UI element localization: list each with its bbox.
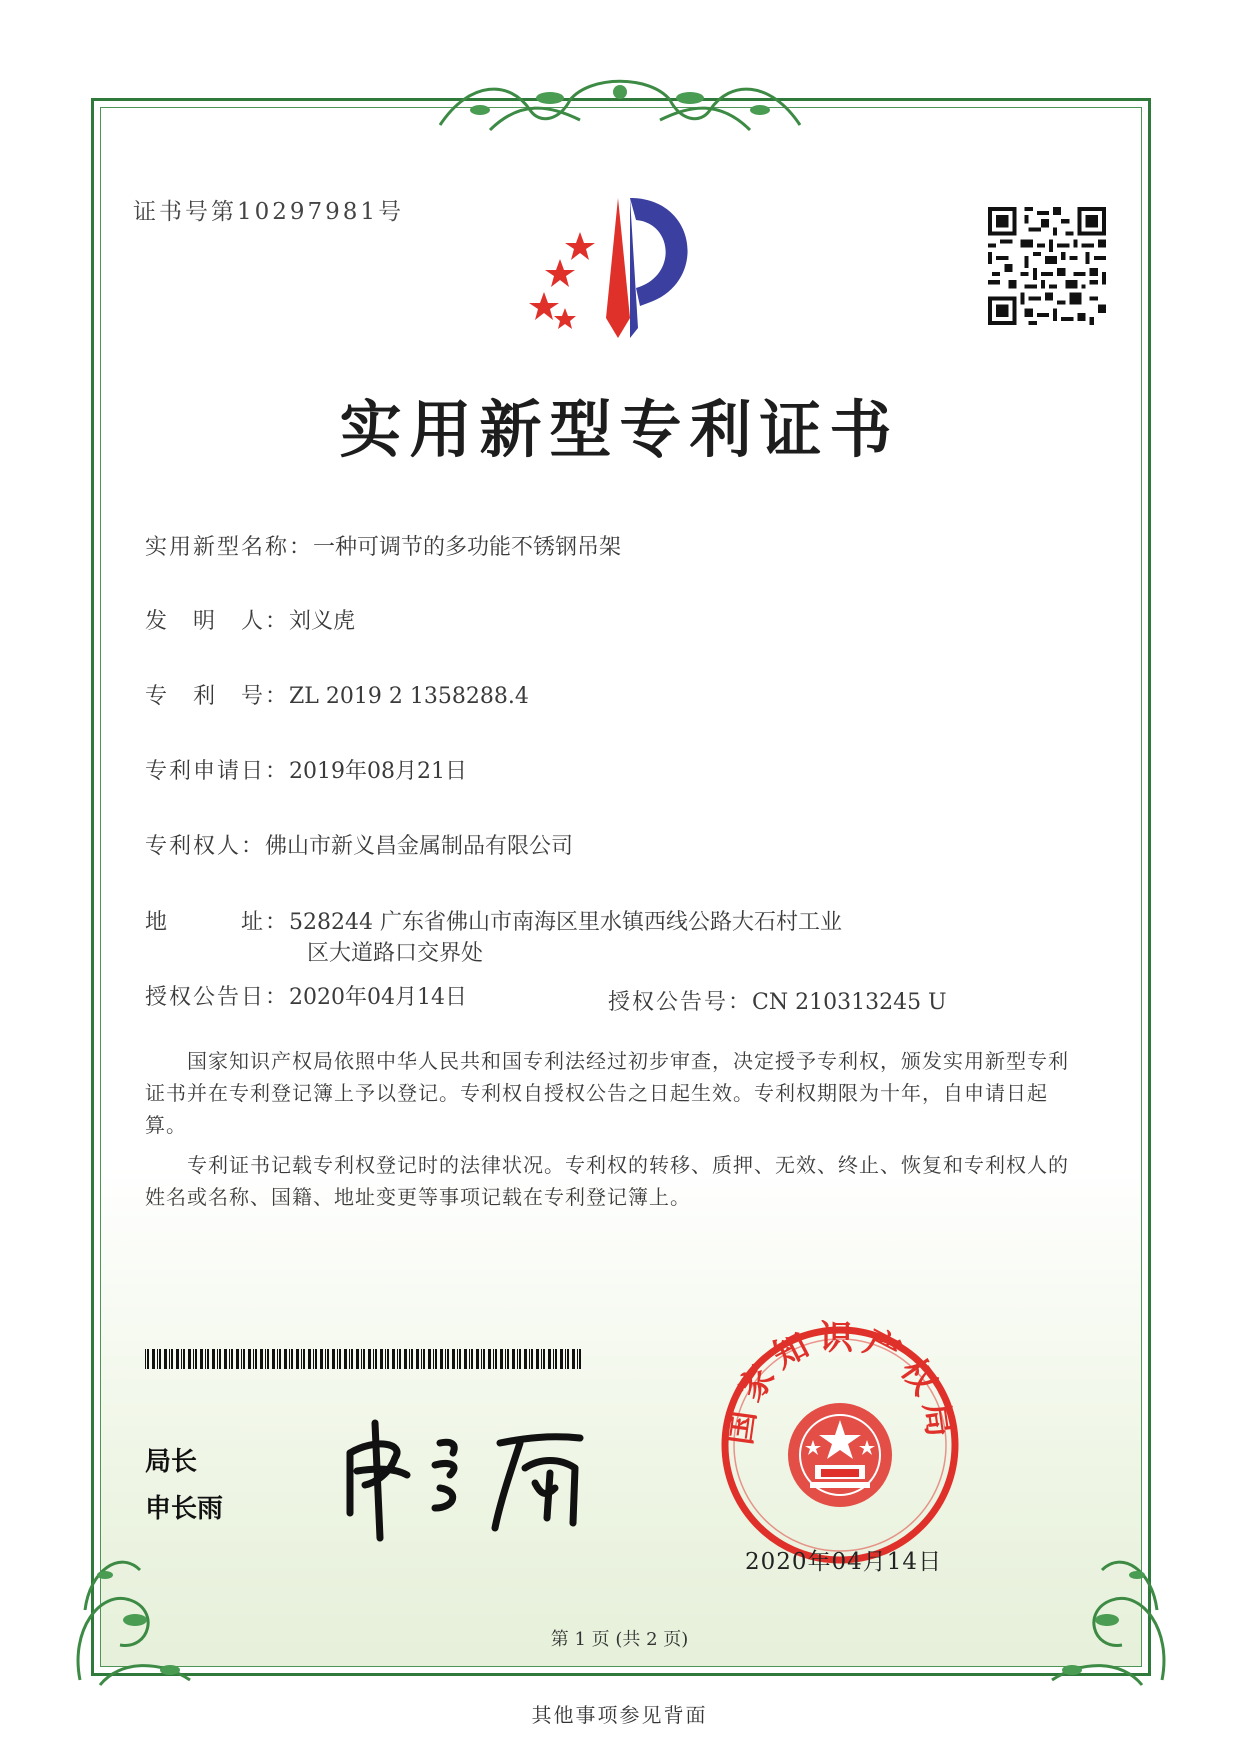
address-label: 地 址：: [145, 910, 290, 935]
back-note: 其他事项参见背面: [531, 1703, 708, 1727]
page-number: 第 1 页 (共 2 页): [550, 1629, 689, 1650]
patent-number-label: 专 利 号：: [145, 684, 290, 709]
certificate-inner-border: [100, 107, 1142, 1667]
patentee-value: 佛山市新义昌金属制品有限公司: [265, 834, 574, 859]
top-ornament-icon: [430, 70, 810, 140]
certificate-title: 实用新型专利证书: [339, 393, 900, 466]
address-row: [145, 905, 842, 936]
inventor-row: [145, 604, 355, 635]
filing-date-row: [145, 754, 467, 785]
utility-model-name-value: 一种可调节的多功能不锈钢吊架: [313, 535, 622, 560]
cnipa-logo-icon: [528, 188, 718, 338]
grant-number-row: [608, 985, 947, 1016]
handwritten-signature-icon: [335, 1413, 605, 1543]
inventor-value: 刘义虎: [289, 609, 356, 634]
grant-date-row: [145, 980, 467, 1011]
grant-number-label: 授权公告号：: [608, 990, 753, 1015]
director-name: 申长雨: [145, 1494, 224, 1524]
patentee-label: 专利权人：: [145, 834, 266, 859]
patent-number-value: ZL 2019 2 1358288.4: [289, 684, 529, 709]
inventor-label: 发 明 人：: [145, 609, 290, 634]
utility-model-name-label: 实用新型名称：: [145, 535, 314, 560]
seal-date: 2020年04月14日: [745, 1549, 943, 1575]
qr-code-icon: [988, 207, 1106, 325]
patentee-row: [145, 829, 573, 860]
official-seal-icon: [715, 1320, 965, 1570]
filing-date-label: 专利申请日：: [145, 759, 290, 784]
body-paragraph-2: 专利证书记载专利权登记时的法律状况。专利权的转移、质押、无效、终止、恢复和专利权人的姓名或名称、国籍、地址变更等事项记载在专利登记簿上。: [145, 1153, 1069, 1209]
address-line-1: 528244 广东省佛山市南海区里水镇西线公路大石村工业: [289, 910, 842, 935]
bottom-right-ornament-icon: [1032, 1510, 1182, 1690]
certificate-number: 证书号第10297981号: [133, 199, 405, 225]
grant-date-value: 2020年04月14日: [289, 985, 467, 1010]
seal-text: 国家知识产权局: [719, 1320, 961, 1448]
barcode-icon: [145, 1349, 585, 1369]
bottom-left-ornament-icon: [60, 1510, 210, 1690]
grant-date-label: 授权公告日：: [145, 985, 290, 1010]
address-line-2: 区大道路口交界处: [307, 941, 484, 966]
utility-model-name-row: [145, 530, 621, 561]
body-paragraph-1: 国家知识产权局依照中华人民共和国专利法经过初步审查，决定授予专利权，颁发实用新型专利证书并在专利登记簿上予以登记。专利权自授权公告之日起生效。专利权期限为十年，自申请日起算。: [145, 1049, 1069, 1137]
director-title: 局长: [145, 1447, 198, 1477]
grant-number-value: CN 210313245 U: [752, 990, 947, 1015]
filing-date-value: 2019年08月21日: [289, 759, 467, 784]
patent-number-row: [145, 679, 529, 710]
